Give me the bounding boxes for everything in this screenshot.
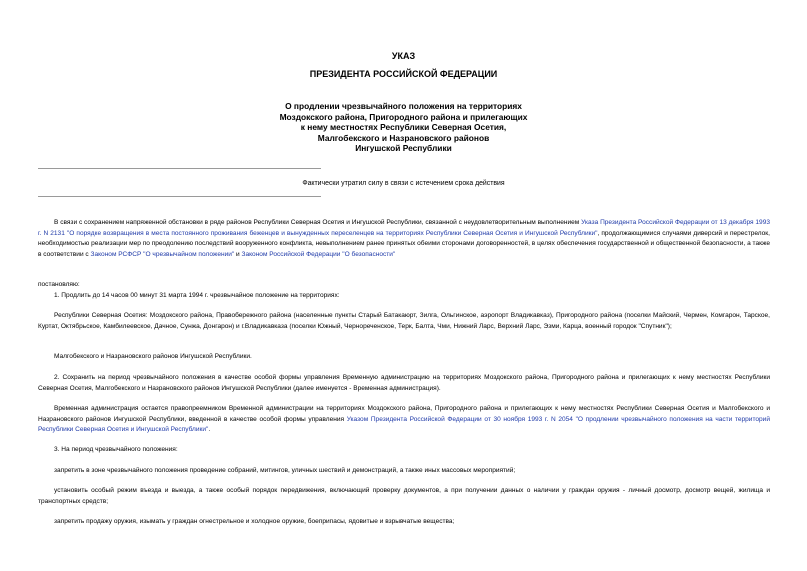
title-line: Моздокского района, Пригородного района и прилегающих	[279, 111, 528, 122]
law-security-link[interactable]: Законом Российской Федерации "О безопасности"	[241, 251, 396, 259]
item-1-text: 1. Продлить до 14 часов 00 минут 31 марта 1994 г. чрезвычайное положение на территориях:	[54, 292, 340, 299]
preamble-text: В связи с сохранением напряженной обстановки в ряде районов Республики Северная Осетия и Ингушской Республики, связанной с неудовлетворительным выполнением	[54, 219, 582, 226]
president-heading: ПРЕЗИДЕНТА РОССИЙСКОЙ ФЕДЕРАЦИИ	[309, 69, 498, 79]
preamble-text: и	[234, 251, 242, 259]
title-line: Малгобекского и Назрановского районов	[317, 132, 490, 143]
document-title	[0, 101, 807, 154]
law-emergency-link[interactable]: Законом РСФСР "О чрезвычайном положении"	[90, 251, 235, 259]
title-line: О продлении чрезвычайного положения на территориях	[285, 101, 522, 111]
decree-heading: УКАЗ	[391, 51, 416, 61]
decree-2131-link[interactable]: Указа Президента Российской Федерации от 13 декабря 1993 г. N 2131 "О порядке возвращения в места постоянного проживания беженцев и вынужденных переселенцев на территориях Республики Северная Осетия и Ингушской Республики"	[38, 219, 770, 237]
item-1-ingushetia: Малгобекского и Назрановского районов Ингушской Республики.	[54, 353, 252, 360]
divider-bottom	[38, 196, 321, 197]
preamble-paragraph	[38, 218, 770, 261]
decree-2054-link[interactable]: Указом Президента Российской Федерации от 30 ноября 1993 г. N 2054 "О продлении чрезвычайного положения на части территорий Республики Северная Осетия и Ингушской Республики"	[38, 415, 770, 434]
status-note: Фактически утратил силу в связи с истечением срока действия	[302, 180, 505, 187]
item-3-text: 3. На период чрезвычайного положения:	[54, 446, 178, 453]
title-line: к нему местностях Республики Северная Осетия,	[300, 122, 507, 133]
successor-text: Временная администрация остается правопреемником Временной администрации на территориях Моздокского района, Пригородного района и прилегающих к нему местностях Республики Северная Осетия и Малгобекского и Назрановского районов Ингушской Республики, введенной в качестве особой формы управления	[38, 405, 770, 423]
preamble-text: , продолжающимися случаями диверсий и перестрелок, необходимостью реализации мер по преодолению последствий вооруженного конфликта, невыполнением ранее принятых обеими сторонами договоренностей, в целях обеспечения государственной и общественной безопасности, а также в соответствии с	[38, 229, 770, 259]
title-line: Ингушской Республики	[355, 143, 452, 154]
item-2-successor	[38, 404, 770, 436]
item-3-clause: установить особый режим въезда и выезда, а также особый порядок передвижения, включающий проверку документов, а при получении данных о наличии у граждан оружия - личный досмотр, досмотр вещей, жилища и транспортных средств;	[38, 487, 770, 505]
item-3-clause: запретить в зоне чрезвычайного положения проведение собраний, митингов, уличных шествий и демонстраций, а также иных массовых мероприятий;	[54, 467, 516, 474]
item-3-clause: запретить продажу оружия, изымать у граждан огнестрельное и холодное оружие, боеприпасы, ядовитые и взрывчатые вещества;	[54, 518, 455, 525]
divider-top	[38, 168, 321, 169]
item-1-north-ossetia: Республики Северная Осетия: Моздокского района, Правобережного района (населенные пункты Старый Батакаюрт, Зилга, Ольгинское, аэропорт Владикавказ), Пригородного района (поселки Майский, Чермен, Комгарон, Тарское, Куртат, Октябрьское, Камбилеевское, Дачное, Сунжа, Донгарон) и г.Владикавказа (поселки Южный, Чернореченское, Терк, Балта, Чми, Нижний Ларс, Верхний Ларс, Эзми, Карца, военный городок "Спутник");	[38, 312, 770, 330]
item-2-text: 2. Сохранить на период чрезвычайного положения в качестве особой формы управления Временную администрацию на территориях Моздокского района, Пригородного района и прилегающих к нему местностях Республики Северная Осетия, Малгобекского и Назрановского районов Ингушской Республики (далее именуется - Временная администрация).	[38, 374, 770, 392]
successor-text: .	[208, 426, 211, 434]
decree-word: постановляю:	[38, 281, 80, 288]
